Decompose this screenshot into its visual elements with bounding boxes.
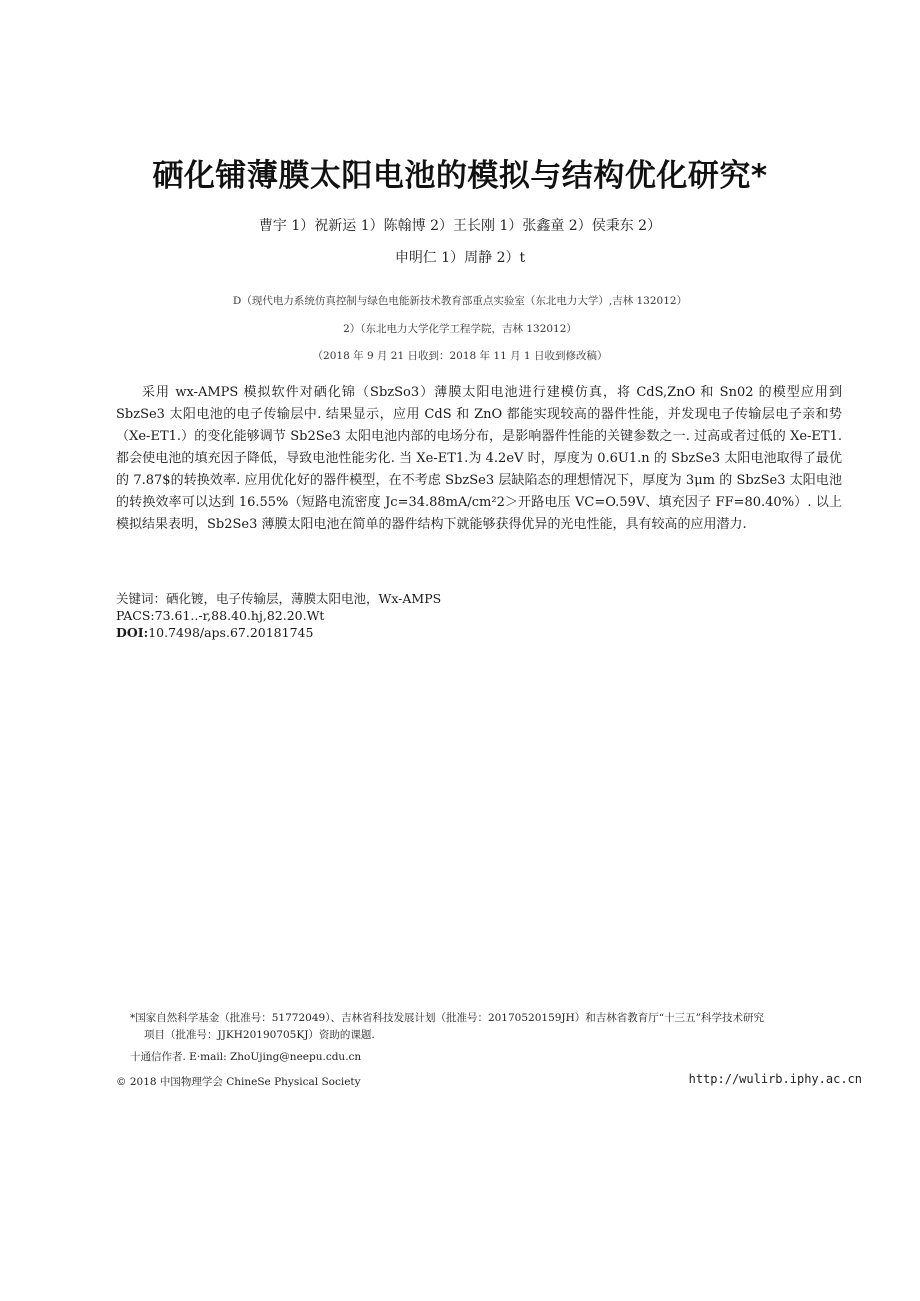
pacs-codes: PACS:73.61..-r,88.40.hj,82.20.Wt — [116, 608, 325, 623]
keywords: 关键词：硒化镀，电子传输层，薄膜太阳电池，Wx-AMPS — [116, 591, 442, 606]
received-date: （2018 年 9 月 21 日收到：2018 年 11 月 1 日收到修改稿） — [312, 350, 608, 362]
journal-url-link[interactable]: http://wulirb.iphy.ac.cn — [688, 1072, 862, 1086]
paper-title: 硒化铺薄膜太阳电池的模拟与结构优化研究* — [152, 158, 768, 194]
doi — [116, 624, 842, 641]
funding-line-1: *国家自然科学基金（批准号：51772049）、吉林省科技发展计划（批准号：20170520159JH）和吉林省教育厅“十三五”科学技术研究 — [130, 1012, 765, 1024]
doi-link[interactable]: 10.7498∕aps.67.20181745 — [148, 625, 314, 640]
funding-line-2: 项目（批准号：JJKH20190705KJ）资助的课题. — [144, 1029, 375, 1041]
affiliation-2: 2）（东北电力大学化学工程学院，吉林 132012） — [343, 323, 577, 335]
abstract: 采用 wx-AMPS 模拟软件对硒化锦（SbzSo3）薄膜太阳电池进行建模仿真，将 CdS,ZnO 和 Sn02 的模型应用到 SbzSe3 太阳电池的电子传输层中. 结果显示，应用 CdS 和 ZnO 都能实现较高的器件性能，并发现电子传输层电子亲和势（Xe-ET1.）的变化能够调节 Sb2Se3 太阳电池内部的电场分布，是影响器件性能的关键参数之一. 过高或者过低的 Xe-ET1.都会使电池的填充因子降低，导致电池性能劣化. 当 Xe-ET1.为 4.2eV 时，厚度为 0.6U1.n 的 SbzSe3 太阳电池取得了最优的 7.87$的转换效率. 应用优化好的器件模型，在不考虑 SbzSe3 层缺陷态的理想情况下，厚度为 3μm 的 SbzSe3 太阳电池的转换效率可以达到 16.55%（短路电流密度 Jc=34.88mA∕cm²2＞开路电压 VC=O.59V、填充因子 FF=80.40%）. 以上模拟结果表明，Sb2Se3 薄膜太阳电池在简单的器件结构下就能够获得优异的光电性能，具有较高的应用潜力. — [116, 385, 842, 532]
doi-label: DOI: — [116, 625, 149, 640]
copyright-notice: © 2018 中国物理学会 ChineSe Physical Society — [116, 1076, 361, 1088]
author-list-line-2: 申明仁 1）周静 2）t — [394, 250, 526, 266]
corresponding-author-footnote: 十通信作者. E·mail: ZhoUjing@neepu.cdu.cn — [130, 1051, 362, 1063]
affiliation-1: D（现代电力系统仿真控制与绿色电能新技术教育部重点实验室（东北电力大学）,吉林 132012） — [232, 295, 688, 307]
author-list-line-1: 曹宇 1）祝新运 1）陈翰博 2）王长刚 1）张鑫童 2）侯秉东 2） — [258, 218, 662, 234]
funding-footnote — [130, 1010, 870, 1044]
